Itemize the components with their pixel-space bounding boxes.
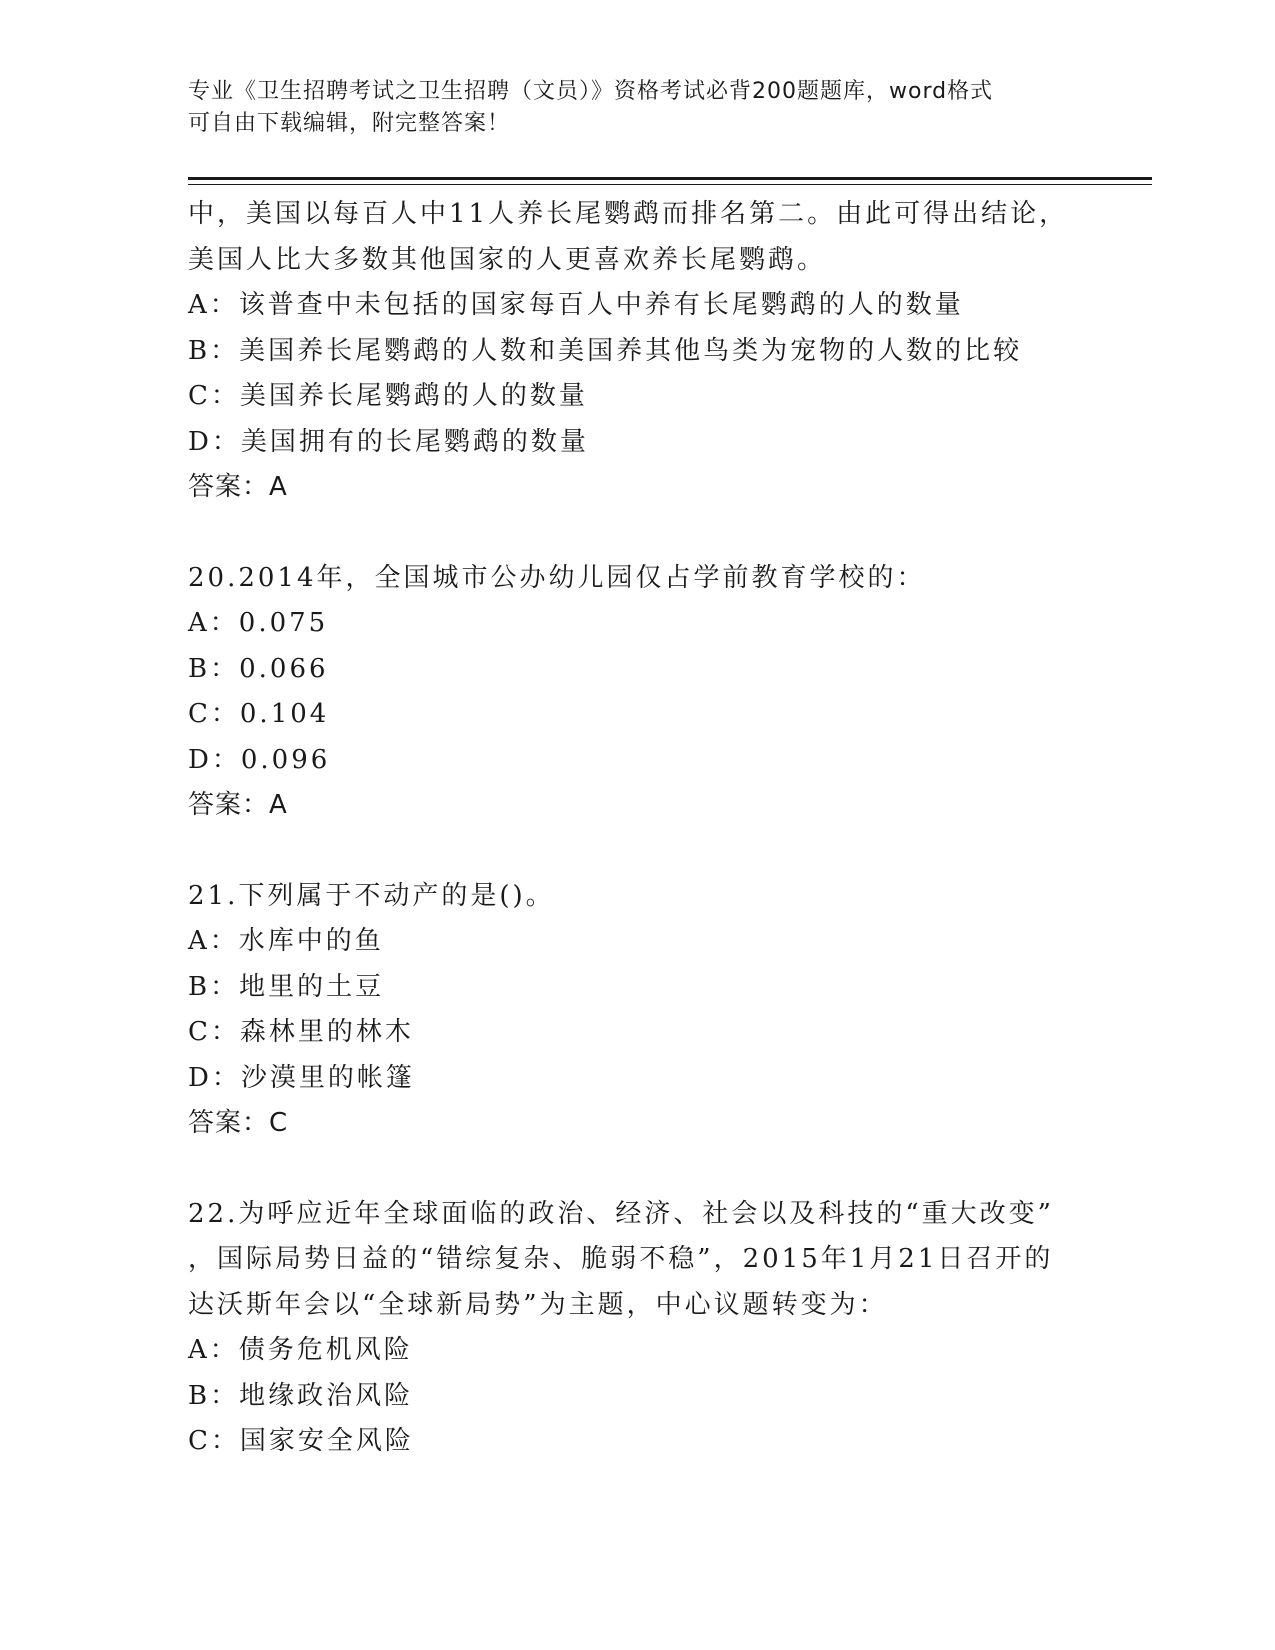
- question-text: 中，美国以每百人中11人养长尾鹦鹉而排名第二。由此可得出结论，: [188, 199, 1069, 229]
- header-line-2: 可自由下载编辑，附完整答案！: [188, 111, 511, 136]
- header-line-1: 专业《卫生招聘考试之卫生招聘（文员）》资格考试必背200题题库，word格式: [188, 79, 994, 104]
- option-d: D：沙漠里的帐篷: [188, 1062, 415, 1093]
- question-text: ，国际局势日益的“错综复杂、脆弱不稳”，2015年1月21日召开的: [188, 1244, 1054, 1274]
- question-text: 22.为呼应近年全球面临的政治、经济、社会以及科技的“重大改变”: [188, 1198, 1054, 1229]
- answer-label: 答案：A: [188, 472, 288, 502]
- option-a: A：该普查中未包括的国家每百人中养有长尾鹦鹉的人的数量: [188, 290, 964, 320]
- spacer: [188, 829, 1118, 874]
- question-text: 20.2014年，全国城市公办幼儿园仅占学前教育学校的：: [188, 562, 926, 593]
- option-c: C：0.104: [188, 699, 330, 729]
- header-divider-thick: [188, 177, 1152, 180]
- option-d: D：美国拥有的长尾鹦鹉的数量: [188, 426, 589, 457]
- option-b: B：0.066: [188, 653, 329, 684]
- option-c: C：森林里的林木: [188, 1017, 414, 1047]
- option-a: A：债务危机风险: [188, 1335, 413, 1365]
- question-21: [188, 874, 1118, 1147]
- question-text: 21.下列属于不动产的是()。: [188, 880, 555, 911]
- question-content: [188, 192, 1118, 1465]
- option-a: A：0.075: [188, 608, 329, 638]
- option-b: B：地里的土豆: [188, 971, 385, 1002]
- option-c: C：国家安全风险: [188, 1426, 414, 1456]
- question-20: [188, 556, 1118, 829]
- question-text: 美国人比大多数其他国家的人更喜欢养长尾鹦鹉。: [188, 244, 827, 275]
- question-19: [188, 192, 1118, 511]
- spacer: [188, 1147, 1118, 1192]
- option-b: B：地缘政治风险: [188, 1380, 414, 1411]
- answer-label: 答案：A: [188, 790, 288, 820]
- question-text: 达沃斯年会以“全球新局势”为主题，中心议题转变为：: [188, 1289, 888, 1320]
- header-divider-thin: [188, 184, 1152, 185]
- option-d: D：0.096: [188, 744, 331, 775]
- option-c: C：美国养长尾鹦鹉的人的数量: [188, 381, 588, 411]
- question-22: [188, 1192, 1118, 1465]
- spacer: [188, 511, 1118, 556]
- option-b: B：美国养长尾鹦鹉的人数和美国养其他鸟类为宠物的人数的比较: [188, 335, 1023, 366]
- option-a: A：水库中的鱼: [188, 926, 384, 956]
- answer-label: 答案：C: [188, 1108, 289, 1138]
- document-header: [188, 76, 1088, 140]
